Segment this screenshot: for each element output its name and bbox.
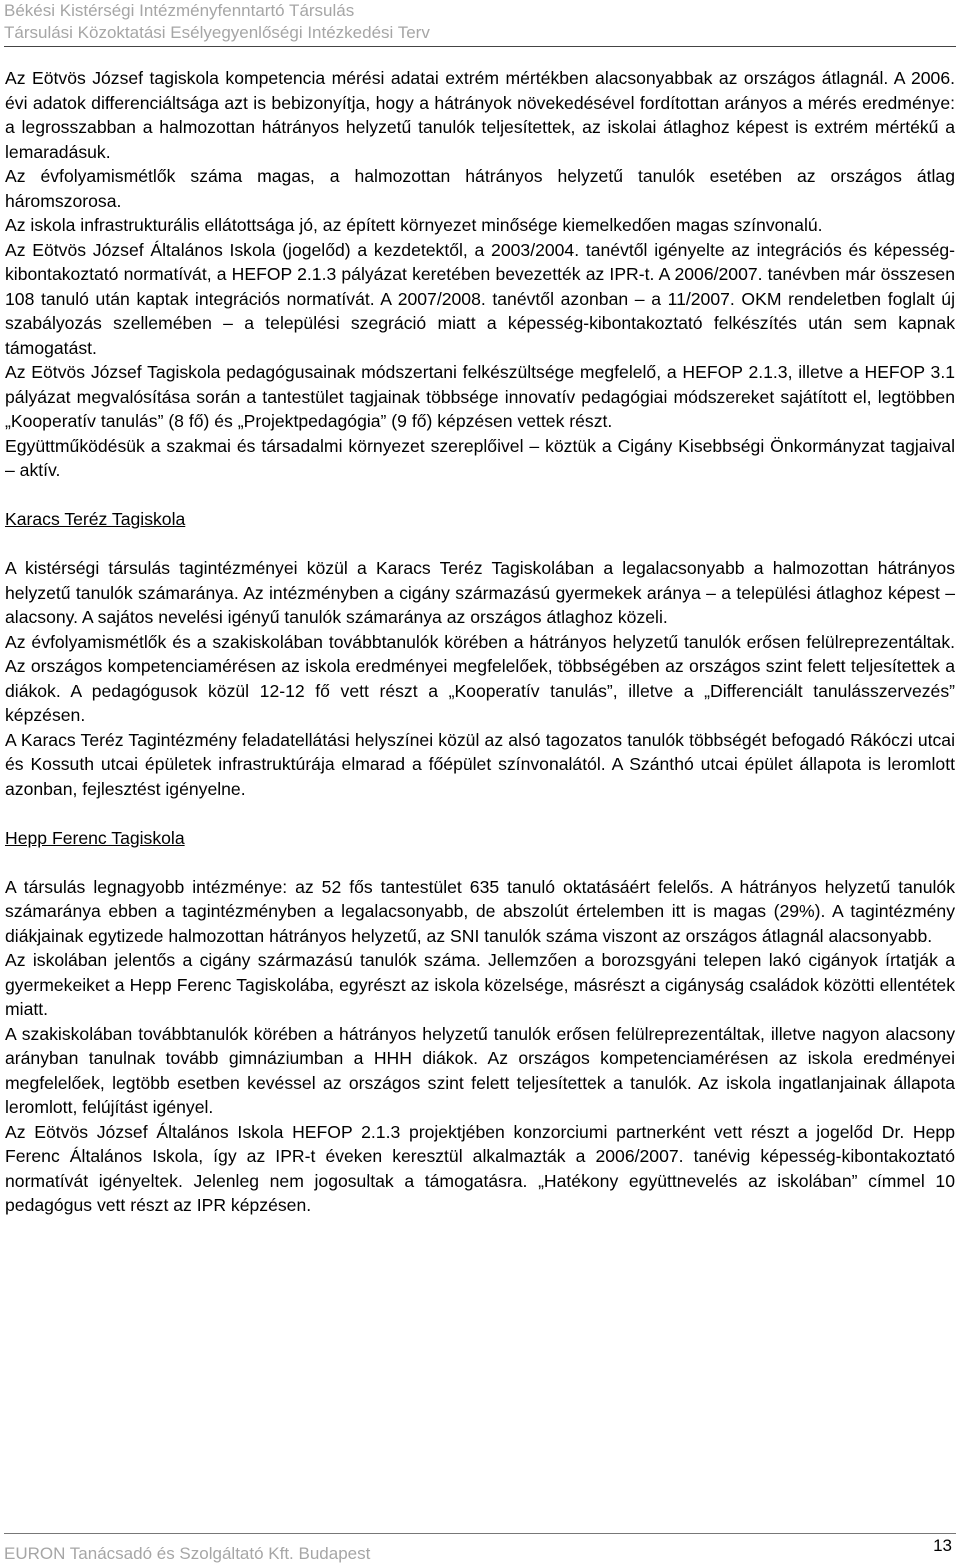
blank-line [5,483,955,508]
page-header [4,0,956,47]
header-subtitle: Társulási Közoktatási Esélyegyenlőségi Intézkedési Terv [4,23,430,42]
paragraph: Az Eötvös József Tagiskola pedagógusainak módszertani felkészültsége megfelelő, a HEFOP 2.1.3, illetve a HEFOP 3.1 pályázat megvalósítása során a tantestület tagjainak többsége innovatív pedagógiai módszereket sajátított el, legtöbben „Kooperatív tanulás” (8 fő) és „Projektpedagógia” (9 fő) képzésen vettek részt. [5,362,955,431]
page-footer [4,1533,956,1566]
paragraph: Együttműködésük a szakmai és társadalmi környezet szereplőivel – köztük a Cigány Kisebbségi Önkormányzat tagjaival – aktív. [5,435,955,480]
paragraph: Az iskola infrastrukturális ellátottsága jó, az épített környezet minősége kiemelkedően magas színvonalú. [5,215,823,235]
paragraph: Az iskolában jelentős a cigány származású tanulók száma. Jellemzően a borozsgyáni telepen lakó cigányok írtatják a gyermekeiket a Hepp Ferenc Tagiskolába, egyrészt az iskola közelsége, másrészt a cigányság családok közötti ellentétek miatt. [5,950,955,1019]
page-number: 13 [933,1536,952,1555]
paragraph: Az Eötvös József tagiskola kompetencia mérési adatai extrém mértékben alacsonyabbak az országos átlagnál. A 2006. évi adatok differenciáltsága azt is bebizonyítja, hogy a hátrányok növekedésével fordítottan arányos a mérés eredménye: a legrosszabban a halmozottan hátrányos helyzetű tanulók teljesítettek, az iskolai átlaghoz képest is extrém mértékű a lemaradásuk. [5,68,955,162]
blank-line [5,801,955,826]
document-body [5,66,955,1218]
section-heading [5,826,955,851]
paragraph: A Karacs Teréz Tagintézmény feladatellátási helyszínei közül az alsó tagozatos tanulók többségét befogadó Rákóczi utcai és Kossuth utcai épületek infrastruktúrája elmarad a főépület színvonalától. A Szánthó utcai épület állapota is leromlott azonban, fejlesztést igényelne. [5,729,955,799]
section-heading-text: Hepp Ferenc Tagiskola [5,827,185,848]
paragraph: A kistérségi társulás tagintézményei közül a Karacs Teréz Tagiskolában a legalacsonyabb a halmozottan hátrányos helyzetű tanulók számaránya. Az intézményben a cigány származású gyermekek aránya – a települési átlaghoz képest – alacsony. A sajátos nevelési igényű tanulók számaránya az országos átlaghoz közeli. [5,558,955,627]
paragraph: A szakiskolában továbbtanulók körében a hátrányos helyzetű tanulók erősen felülreprezentáltak, illetve nagyon alacsony arányban tanulnak tovább gimnáziumban a HHH diákok. Az országos kompetenciamérésen az iskola eredményei megfelelőek, legtöbb esetben kevéssel az országos szint felett teljesítettek a tanulók. Az iskola ingatlanjainak állapota leromlott, felújítást igényel. [5,1023,955,1117]
paragraph: Az évfolyamismétlők száma magas, a halmozottan hátrányos helyzetű tanulók esetében az országos átlag háromszorosa. [5,166,955,211]
section-heading-text: Karacs Teréz Tagiskola [5,509,186,529]
paragraph: Az évfolyamismétlők és a szakiskolában továbbtanulók körében a hátrányos helyzetű tanulók erősen felülreprezentáltak. Az országos kompetenciamérésen az iskola eredményei megfelelőek, többségében az országos szint felett teljesítettek a diákok. A pedagógusok közül 12-12 fő vett részt a „Kooperatív tanulás”, illetve a „Differenciált tanulásszervezés” képzésen. [5,631,955,725]
paragraph: Az Eötvös József Általános Iskola HEFOP 2.1.3 projektjében konzorciumi partnerként vett részt a jogelőd Dr. Hepp Ferenc Általános Iskola, így az IPR-t éveken keresztül alkalmazták a 2006/2007. tanévig képesség-kibontakoztató normatívát igényeltek. Jelenleg nem jogosultak a támogatásra. „Hatékony együttnevelés az iskolában” címmel 10 pedagógus vett részt az IPR képzésen. [5,1121,955,1215]
header-title: Békési Kistérségi Intézményfenntartó Társulás [4,1,355,20]
blank-line [5,850,955,875]
section-heading [5,507,955,532]
paragraph: A társulás legnagyobb intézménye: az 52 fős tantestület 635 tanuló oktatásáért felelős. A hátrányos helyzetű tanulók számaránya ebben a tagintézményben a legalacsonyabb, de abszolút értelemben itt is magas (29%). A tagintézmény diákjainak egytizede halmozottan hátrányos helyzetű, az SNI tanulók száma viszont az országos átlagnál alacsonyabb. [5,876,955,946]
blank-line [5,532,955,557]
paragraph: Az Eötvös József Általános Iskola (jogelőd) a kezdetektől, a 2003/2004. tanévtől igényelte az integrációs és képesség-kibontakoztató normatívát, a HEFOP 2.1.3 pályázat keretében bevezették az IPR-t. A 2006/2007. tanévben már összesen 108 tanuló után kaptak integrációs normatívát. A 2007/2008. tanévtől azonban – a 11/2007. OKM rendeletben foglalt új szabályozás szellemében – a települési szegráció miatt a képesség-kibontakoztató felkészítés után sem kapnak támogatást. [5,239,955,358]
footer-company: EURON Tanácsadó és Szolgáltató Kft. Budapest [4,1544,371,1563]
